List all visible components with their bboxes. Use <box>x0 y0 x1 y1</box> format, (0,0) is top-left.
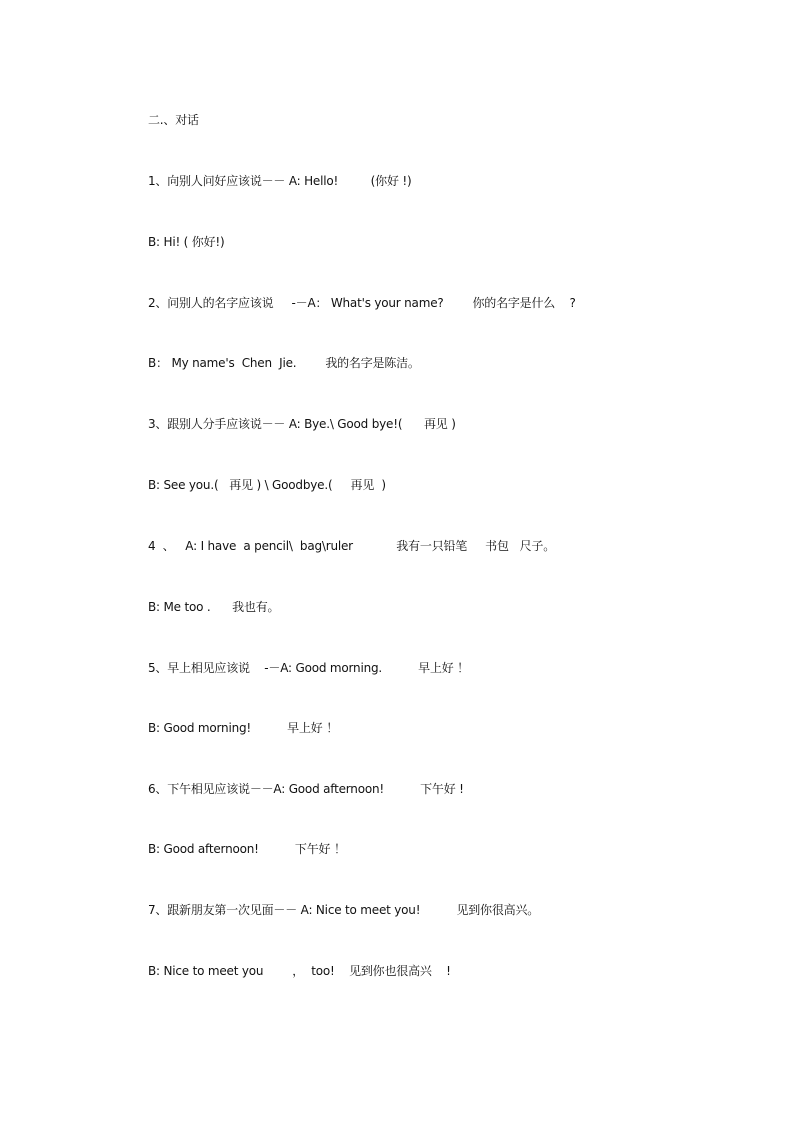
dialogue-line-4b: B: Me too . 我也有。 <box>148 600 280 614</box>
section-title: 二.、对话 <box>148 113 199 127</box>
dialogue-line-6a: 6、下午相见应该说－－A: Good afternoon! 下午好 ! <box>148 782 464 796</box>
dialogue-line-3b: B: See you.( 再见 ) \ Goodbye.( 再见 ) <box>148 478 386 492</box>
dialogue-line-2b: B： My name's Chen Jie. 我的名字是陈洁。 <box>148 356 420 370</box>
dialogue-line-2a: 2、问别人的名字应该说 -－A： What's your name? 你的名字是什么 ? <box>148 296 576 310</box>
dialogue-line-7a: 7、跟新朋友第一次见面－－ A: Nice to meet you! 见到你很高兴。 <box>148 903 540 917</box>
dialogue-line-1b: B: Hi! ( 你好!) <box>148 235 225 249</box>
dialogue-line-4a: 4 、 A: I have a pencil\ bag\ruler 我有一只铅笔 书包 尺子。 <box>148 539 556 553</box>
dialogue-line-5a: 5、早上相见应该说 -－A: Good morning. 早上好 ！ <box>148 661 469 675</box>
dialogue-line-6b: B: Good afternoon! 下午好 ！ <box>148 842 346 856</box>
dialogue-line-1a: 1、向别人问好应该说－－ A: Hello! (你好 !) <box>148 174 412 188</box>
dialogue-line-3a: 3、跟别人分手应该说－－ A: Bye.\ Good bye!( 再见 ) <box>148 417 456 431</box>
dialogue-line-5b: B: Good morning! 早上好 ！ <box>148 721 338 735</box>
dialogue-line-7b: B: Nice to meet you ， too! 见到你也很高兴 ! <box>148 964 451 978</box>
